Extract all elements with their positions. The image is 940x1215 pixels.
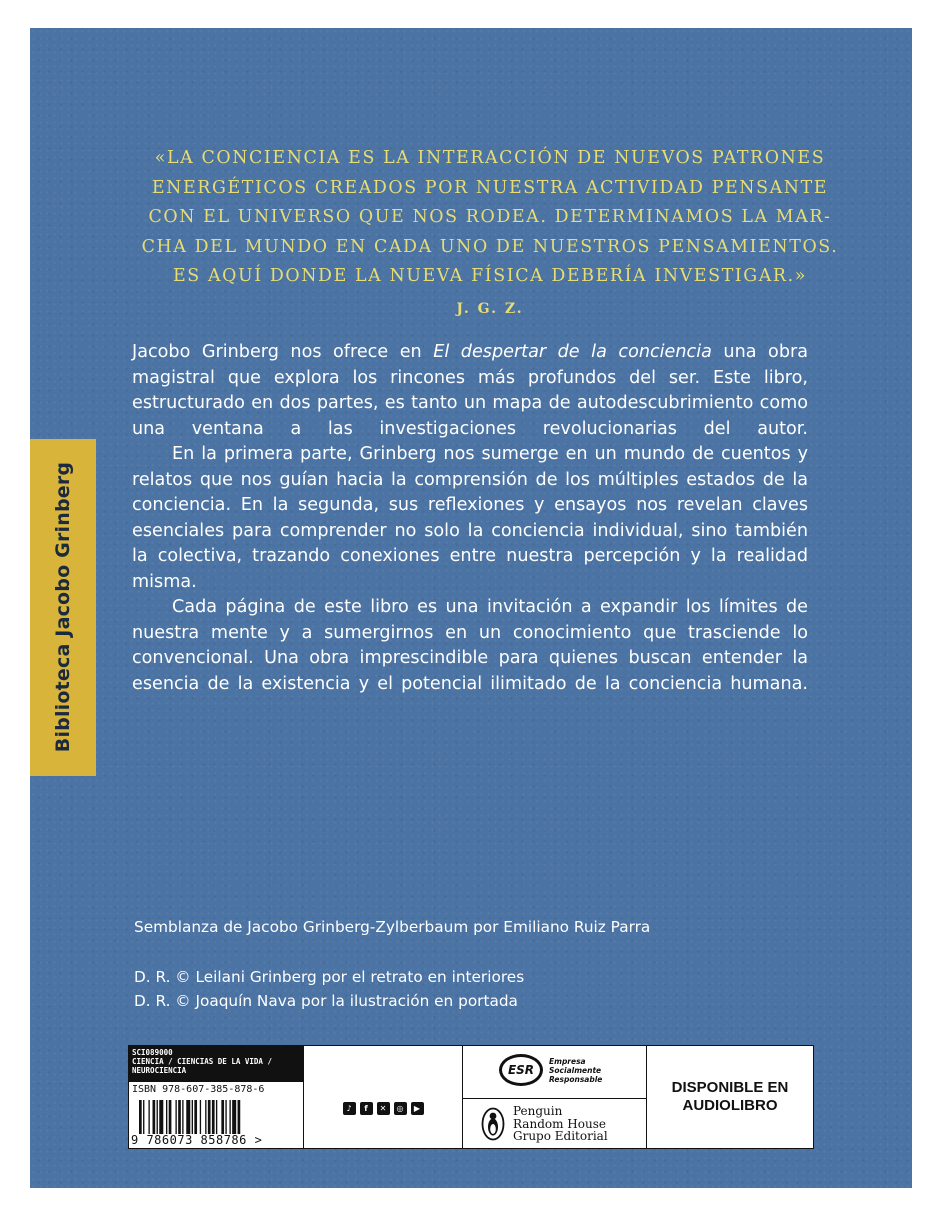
barcode-bar [225, 1100, 226, 1134]
youtube-icon: ▶ [411, 1102, 424, 1115]
barcode-bar [229, 1100, 230, 1134]
logo-divider [463, 1098, 646, 1099]
collection-tab [30, 439, 96, 776]
category-line: CIENCIA / CIENCIAS DE LA VIDA / [132, 1057, 272, 1066]
quote-line: ES AQUÍ DONDE LA NUEVA FÍSICA DEBERÍA INVESTIGAR.» [173, 266, 807, 286]
x-icon: ✕ [377, 1102, 390, 1115]
back-cover [30, 28, 912, 1188]
esr-line: Socialmente [549, 1065, 602, 1075]
publisher-text [513, 1105, 608, 1143]
epigraph-quote [110, 144, 870, 324]
quote-attribution: J. G. Z. [456, 300, 524, 317]
barcode-bar [175, 1100, 176, 1134]
description-paragraph-2: En la primera parte, Grinberg nos sumerge en un mundo de cuentos y relatos que nos guían hacia la comprensión de los múltiples estados de la conciencia. En la segunda, sus reflexiones y ensayos nos revelan claves esenciales para comprender no solo la conciencia individual, sino también la colectiva, trazando conexiones entre nuestra percepción y la realidad misma. [132, 444, 808, 592]
bisac-code: SCI089000 [132, 1048, 173, 1057]
barcode-bar [143, 1100, 144, 1134]
barcode-bar [212, 1100, 215, 1134]
barcode-bar [159, 1100, 163, 1134]
barcode-bar [139, 1100, 142, 1134]
penguin-icon [481, 1107, 505, 1141]
barcode-bar [238, 1100, 241, 1134]
barcode-bar [169, 1100, 172, 1134]
barcode-bar [157, 1100, 158, 1134]
barcode-bar [194, 1100, 197, 1134]
quote-line: CON EL UNIVERSO QUE NOS RODEA. DETERMINAMOS LA MAR- [148, 207, 832, 227]
isbn-text: ISBN 978-607-385-878-6 [132, 1084, 265, 1095]
quote-line: ENERGÉTICOS CREADOS POR NUESTRA ACTIVIDAD PENSANTE [151, 177, 829, 198]
barcode-number: 9 786073 858786 > [131, 1133, 263, 1147]
publisher-line: Grupo Editorial [513, 1129, 608, 1143]
semblanza-credit: Semblanza de Jacobo Grinberg-Zylberbaum por Emiliano Ruiz Parra [134, 918, 651, 936]
quote-line: CHA DEL MUNDO EN CADA UNO DE NUESTROS PENSAMIENTOS. [141, 236, 839, 257]
barcode-bar [216, 1100, 217, 1134]
description-paragraph-3: Cada página de este libro es una invitación a expandir los límites de nuestra mente y a sumergirnos en un conocimiento que trasciende lo convencional. Una obra imprescindible para quienes buscan entender la esencia de la existencia y el potencial ilimitado de la conciencia humana. [132, 597, 808, 694]
barcode-bar [205, 1100, 206, 1134]
quote-line: «LA CONCIENCIA ES LA INTERACCIÓN DE NUEVOS PATRONES [154, 148, 826, 168]
barcode-bar [153, 1100, 156, 1134]
esr-logo [499, 1054, 602, 1086]
audiobook-line: AUDIOLIBRO [682, 1097, 778, 1114]
publisher-logos [463, 1045, 647, 1149]
facebook-icon: f [360, 1102, 373, 1115]
category-header [129, 1046, 303, 1082]
collection-label: Biblioteca Jacobo Grinberg [52, 461, 74, 753]
esr-line: Empresa [549, 1056, 586, 1066]
esr-line: Responsable [549, 1074, 603, 1084]
barcode-bar [178, 1100, 181, 1134]
description-lead: Jacobo Grinberg nos ofrece en [132, 342, 434, 362]
tiktok-icon: ♪ [343, 1102, 356, 1115]
portrait-credit: D. R. © Leilani Grinberg por el retrato en interiores [134, 968, 525, 986]
penguin-random-house-logo [481, 1105, 608, 1143]
esr-text [549, 1057, 602, 1084]
book-title: El despertar de la conciencia [433, 342, 712, 362]
barcode-bar [208, 1100, 211, 1134]
social-box [304, 1045, 463, 1149]
publisher-line: Penguin [513, 1104, 563, 1118]
barcode-bar [148, 1100, 149, 1134]
audiobook-box [647, 1045, 814, 1149]
barcode-bar [221, 1100, 224, 1134]
book-description [132, 340, 808, 697]
publisher-line: Random House [513, 1116, 606, 1131]
description-rest: una obra magistral que explora los rincones más profundos del ser. Este libro, estructurado en dos partes, es tanto un mapa de autodescubrimiento como una ventana a las investigaciones revolucionarias del autor. [132, 342, 808, 439]
category-line: NEUROCIENCIA [132, 1066, 187, 1075]
illustration-credit: D. R. © Joaquín Nava por la ilustración en portada [134, 992, 518, 1010]
audiobook-line: DISPONIBLE EN [671, 1079, 789, 1096]
esr-mark: ESR [499, 1054, 543, 1086]
barcode-bar [186, 1100, 190, 1134]
description-paragraph-1 [132, 340, 808, 442]
legal-strip [128, 1045, 814, 1149]
barcode-bar [200, 1100, 201, 1134]
barcode-bar [182, 1100, 183, 1134]
barcode-bar [232, 1100, 236, 1134]
barcode-bar [192, 1100, 193, 1134]
barcode-bars [139, 1100, 299, 1134]
instagram-icon: ◎ [394, 1102, 407, 1115]
barcode-box [128, 1045, 304, 1149]
barcode-bar [166, 1100, 167, 1134]
